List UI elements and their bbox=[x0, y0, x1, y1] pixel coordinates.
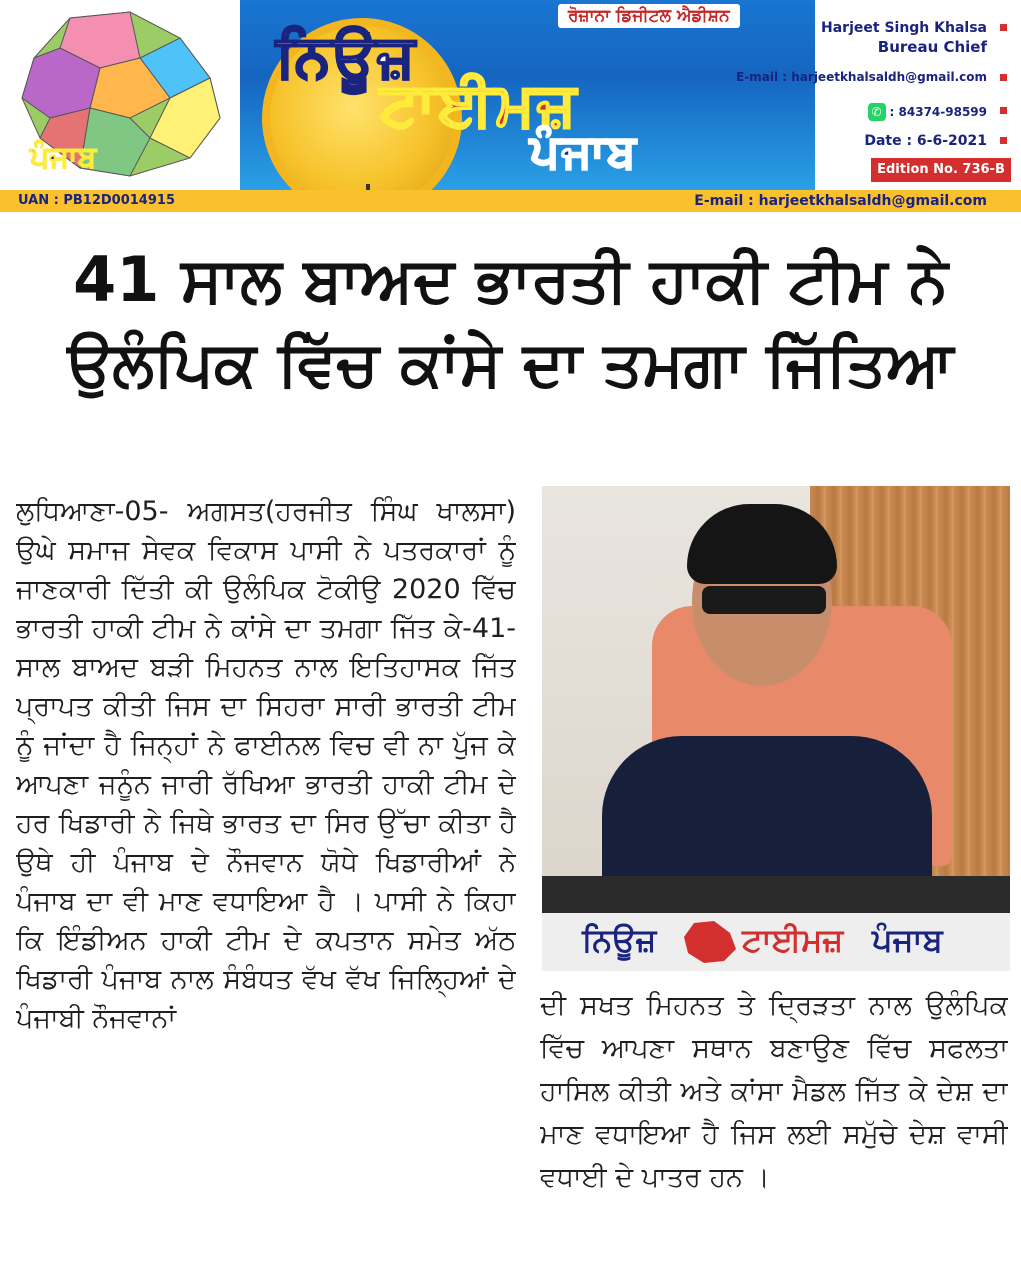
uan-number: UAN : PB12D0014915 bbox=[18, 193, 175, 208]
punjab-map-logo-icon bbox=[680, 919, 738, 965]
headline-line-1: 41 ਸਾਲ ਬਾਅਦ ਭਾਰਤੀ ਹਾਕੀ ਟੀਮ ਨੇ bbox=[73, 243, 948, 316]
edition-badge: Edition No. 736-B bbox=[871, 158, 1011, 182]
bullet-icon bbox=[1000, 107, 1007, 114]
masthead bbox=[0, 0, 1021, 212]
paper-title-news: ਨਿਊਜ਼ bbox=[276, 22, 417, 90]
article-column-left: ਲੁਧਿਆਣਾ-05- ਅਗਸਤ(ਹਰਜੀਤ ਸਿੰਘ ਖਾਲਸਾ) ਉਘੇ ਸਮਾਜ ਸੇਵਕ ਵਿਕਾਸ ਪਾਸੀ ਨੇ ਪਤਰਕਾਰਾਂ ਨੂੰ ਜਾਣਕਾਰੀ ਦਿੱਤੀ ਕੀ ਉਲੰਪਿਕ ਟੋਕੀਉ 2020 ਵਿੱਚ ਭਾਰਤੀ ਹਾਕੀ ਟੀਮ ਨੇ ਕਾਂਸੇ ਦਾ ਤਮਗਾ ਜਿੱਤ ਕੇ-41-ਸਾਲ ਬਾਅਦ ਬੜੀ ਮਿਹਨਤ ਨਾਲ ਇਤਿਹਾਸਕ ਜਿੱਤ ਪ੍ਰਾਪਤ ਕੀਤੀ ਜਿਸ ਦਾ ਸਿਹਰਾ ਸਾਰੀ ਭਾਰਤੀ ਟੀਮ ਨੂੰ ਜਾਂਦਾ ਹੈ ਜਿਨ੍ਹਾਂ ਨੇ ਫਾਈਨਲ ਵਿਚ ਵੀ ਨਾ ਪੁੱਜ ਕੇ ਆਪਣਾ ਜਨੂੰਨ ਜਾਰੀ ਰੱਖਿਆ ਭਾਰਤੀ ਹਾਕੀ ਟੀਮ ਦੇ ਹਰ ਖਿਡਾਰੀ ਨੇ ਜਿਥੇ ਭਾਰਤ ਦਾ ਸਿਰ ਉੱਚਾ ਕੀਤਾ ਹੈ ਉਥੇ ਹੀ ਪੰਜਾਬ ਦੇ ਨੌਜਵਾਨ ਯੋਧੇ ਖਿਡਾਰੀਆਂ ਨੇ ਪੰਜਾਬ ਦਾ ਵੀ ਮਾਣ ਵਧਾਇਆ ਹੈ । ਪਾਸੀ ਨੇ ਕਿਹਾ ਕਿ ਇੰਡੀਅਨ ਹਾਕੀ ਟੀਮ ਦੇ ਕਪਤਾਨ ਸਮੇਤ ਅੱਠ ਖਿਡਾਰੀ ਪੰਜਾਬ ਨਾਲ ਸੰਬੰਧਤ ਵੱਖ ਵੱਖ ਜਿਲ੍ਹਿਆਂ ਦੇ ਪੰਜਾਬੀ ਨੌਜਵਾਨਾਂ bbox=[16, 496, 516, 1034]
headline bbox=[0, 238, 1021, 406]
logo-text-times: ਟਾਈਮਜ਼ bbox=[742, 921, 844, 959]
photo-watermark-logo bbox=[542, 913, 1010, 971]
digital-edition-tag: ਰੋਜ਼ਾਨਾ ਡਿਜੀਟਲ ਐਡੀਸ਼ਨ bbox=[558, 4, 740, 28]
footer-email: E-mail : harjeetkhalsaldh@gmail.com bbox=[694, 193, 987, 209]
bullet-icon bbox=[1000, 24, 1007, 31]
state-label: ਪੰਜਾਬ bbox=[30, 140, 97, 175]
photo-person-sunglasses bbox=[702, 586, 826, 614]
headline-line-2: ਉਲੰਪਿਕ ਵਿੱਚ ਕਾਂਸੇ ਦਾ ਤਮਗਾ ਜਿੱਤਿਆ bbox=[67, 327, 954, 400]
paper-title-punjab: ਪੰਜਾਬ bbox=[530, 124, 638, 178]
article-photo bbox=[542, 486, 1010, 971]
bullet-icon bbox=[1000, 137, 1007, 144]
contact-phone bbox=[868, 103, 987, 121]
masthead-left-panel bbox=[0, 0, 240, 190]
issue-date: Date : 6-6-2021 bbox=[864, 133, 987, 149]
logo-text-news: ਨਿਊਜ਼ bbox=[582, 921, 657, 959]
article-column-right: ਦੀ ਸਖਤ ਮਿਹਨਤ ਤੇ ਦ੍ਰਿੜਤਾ ਨਾਲ ਉਲੰਪਿਕ ਵਿੱਚ ਆਪਣਾ ਸਥਾਨ ਬਣਾਉਣ ਵਿੱਚ ਸਫਲਤਾ ਹਾਸਿਲ ਕੀਤੀ ਅਤੇ ਕਾਂਸਾ ਮੈਡਲ ਜਿੱਤ ਕੇ ਦੇਸ਼ ਦਾ ਮਾਣ ਵਧਾਇਆ ਹੈ ਜਿਸ ਲਈ ਸਮੁੱਚੇ ਦੇਸ਼ ਵਾਸੀ ਵਧਾਈ ਦੇ ਪਾਤਰ ਹਨ । bbox=[540, 990, 1008, 1193]
masthead-contact-panel bbox=[736, 0, 1021, 190]
bullet-icon bbox=[1000, 74, 1007, 81]
contact-email: E-mail : harjeetkhalsaldh@gmail.com bbox=[736, 70, 987, 84]
phone-number: : 84374-98599 bbox=[889, 105, 987, 119]
masthead-banner bbox=[240, 0, 815, 190]
paper-title-times: ਟਾਈਮਜ਼ bbox=[380, 70, 578, 140]
logo-text-punjab: ਪੰਜਾਬ bbox=[872, 921, 943, 959]
reporter-role: Bureau Chief bbox=[877, 38, 987, 56]
whatsapp-icon: ✆ bbox=[868, 103, 886, 121]
reporter-name: Harjeet Singh Khalsa bbox=[821, 20, 987, 36]
